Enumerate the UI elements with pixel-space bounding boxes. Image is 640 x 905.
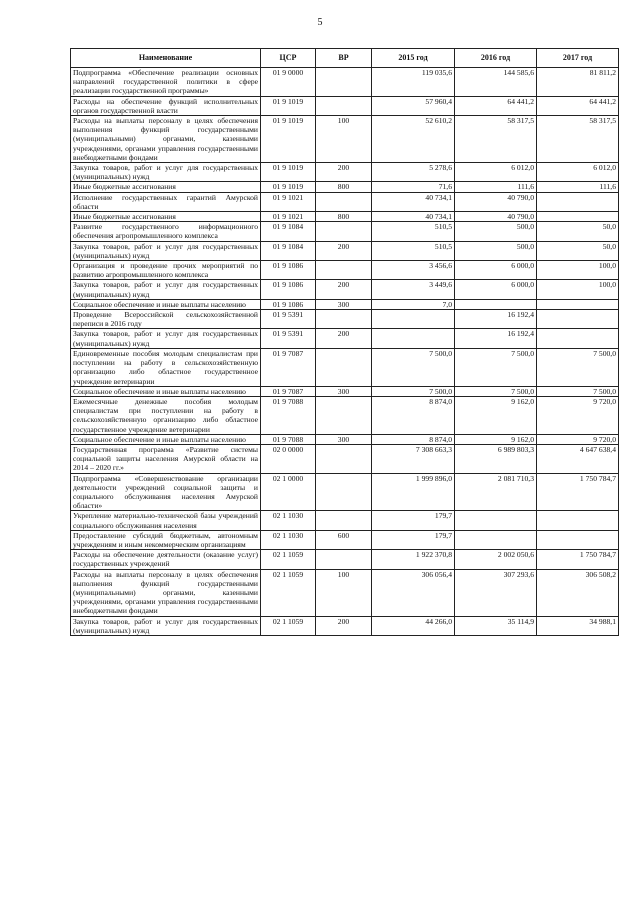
row-value-2015: 510,5 [372,241,455,260]
row-csr: 01 9 1019 [261,163,316,182]
table-row [71,310,619,329]
row-value-2016: 58 317,5 [455,116,537,163]
row-value-2016: 64 441,2 [455,96,537,115]
row-vr [316,310,372,329]
table-row [71,530,619,549]
row-value-2017 [537,299,619,309]
row-name: Закупка товаров, работ и услуг для государственных (муниципальных) нужд [71,616,261,635]
row-value-2016: 6 989 803,3 [455,444,537,473]
row-vr [316,444,372,473]
row-csr: 01 9 7087 [261,386,316,396]
header-2015: 2015 год [372,49,455,68]
row-vr: 100 [316,569,372,616]
row-vr: 800 [316,212,372,222]
row-value-2016 [455,511,537,530]
row-value-2016: 40 790,0 [455,192,537,211]
table-row [71,212,619,222]
row-value-2017: 34 988,1 [537,616,619,635]
table-row [71,182,619,192]
row-value-2016: 16 192,4 [455,310,537,329]
row-vr: 200 [316,163,372,182]
row-vr [316,68,372,97]
row-value-2017: 1 750 784,7 [537,550,619,569]
row-value-2015: 57 960,4 [372,96,455,115]
row-value-2017: 4 647 638,4 [537,444,619,473]
row-value-2017: 64 441,2 [537,96,619,115]
table-row [71,473,619,511]
table-row [71,116,619,163]
row-value-2016: 9 162,0 [455,396,537,434]
table-row [71,222,619,241]
row-value-2015: 179,7 [372,511,455,530]
table-row [71,163,619,182]
row-value-2016: 7 500,0 [455,386,537,396]
row-csr: 01 9 1019 [261,182,316,192]
row-value-2015: 5 278,6 [372,163,455,182]
row-value-2016: 9 162,0 [455,434,537,444]
header-2017: 2017 год [537,49,619,68]
row-value-2017: 81 811,2 [537,68,619,97]
row-vr [316,261,372,280]
row-csr: 01 9 1021 [261,212,316,222]
row-name: Расходы на обеспечение деятельности (оказание услуг) государственных учреждений [71,550,261,569]
row-vr: 300 [316,299,372,309]
row-vr: 300 [316,386,372,396]
row-value-2016: 2 002 050,6 [455,550,537,569]
table-row [71,261,619,280]
row-value-2016: 500,0 [455,222,537,241]
row-vr: 200 [316,280,372,299]
row-value-2017: 7 500,0 [537,348,619,386]
table-row [71,241,619,260]
table-row [71,569,619,616]
row-name: Социальное обеспечение и иные выплаты населению [71,434,261,444]
row-value-2017: 7 500,0 [537,386,619,396]
row-value-2017: 9 720,0 [537,434,619,444]
row-value-2015: 510,5 [372,222,455,241]
row-name: Организация и проведение прочих мероприятий по развитию агропромышленного комплекса [71,261,261,280]
row-value-2015: 8 874,0 [372,434,455,444]
row-value-2017: 1 750 784,7 [537,473,619,511]
row-value-2016: 2 081 710,3 [455,473,537,511]
row-value-2015 [372,329,455,348]
row-value-2017 [537,310,619,329]
row-value-2015: 1 922 370,8 [372,550,455,569]
row-name: Предоставление субсидий бюджетным, автономным учреждениям и иным некоммерческим организациям [71,530,261,549]
row-value-2016: 6 012,0 [455,163,537,182]
row-value-2017: 50,0 [537,222,619,241]
row-name: Закупка товаров, работ и услуг для государственных (муниципальных) нужд [71,241,261,260]
row-name: Укрепление материально-технической базы учреждений социального обслуживания населения [71,511,261,530]
row-name: Иные бюджетные ассигнования [71,182,261,192]
row-csr: 01 9 7088 [261,434,316,444]
row-csr: 02 1 0000 [261,473,316,511]
table-row [71,329,619,348]
header-vr: ВР [316,49,372,68]
row-value-2015: 52 610,2 [372,116,455,163]
table-row [71,348,619,386]
row-value-2017: 6 012,0 [537,163,619,182]
row-value-2016 [455,299,537,309]
row-vr: 300 [316,434,372,444]
row-csr: 01 9 0000 [261,68,316,97]
row-value-2016 [455,530,537,549]
row-value-2015 [372,310,455,329]
table-row [71,396,619,434]
row-value-2016: 144 585,6 [455,68,537,97]
row-value-2015: 119 035,6 [372,68,455,97]
row-name: Единовременные пособия молодым специалистам при поступлении на работу в сельскохозяйственную организацию либо областное государственное учреждение ветеринарии [71,348,261,386]
table-row [71,299,619,309]
row-name: Расходы на выплаты персоналу в целях обеспечения выполнения функций государственными (муниципальными) органами, казенными учреждениями, органами управления государственными внебюджетными фондами [71,116,261,163]
row-name: Проведение Всероссийской сельскохозяйственной переписи в 2016 году [71,310,261,329]
row-csr: 01 9 5391 [261,329,316,348]
row-csr: 01 9 1086 [261,280,316,299]
table-row [71,434,619,444]
row-vr: 200 [316,616,372,635]
header-name: Наименование [71,49,261,68]
row-name: Подпрограмма «Обеспечение реализации основных направлений государственной политики в сфере реализации государственной программы» [71,68,261,97]
budget-table [70,48,619,636]
table-row [71,616,619,635]
row-value-2017 [537,192,619,211]
row-vr [316,348,372,386]
row-value-2017: 50,0 [537,241,619,260]
row-vr [316,96,372,115]
row-value-2015: 3 456,6 [372,261,455,280]
row-name: Закупка товаров, работ и услуг для государственных (муниципальных) нужд [71,163,261,182]
row-value-2015: 1 999 896,0 [372,473,455,511]
row-name: Расходы на обеспечение функций исполнительных органов государственной власти [71,96,261,115]
row-csr: 02 1 1030 [261,530,316,549]
row-name: Государственная программа «Развитие системы социальной защиты населения Амурской области на 2014 – 2020 гг.» [71,444,261,473]
row-csr: 01 9 1019 [261,96,316,115]
row-value-2015: 7,0 [372,299,455,309]
row-value-2015: 71,6 [372,182,455,192]
table-row [71,280,619,299]
table-row [71,444,619,473]
row-csr: 01 9 1086 [261,261,316,280]
row-vr [316,192,372,211]
row-vr: 100 [316,116,372,163]
row-value-2016: 35 114,9 [455,616,537,635]
row-name: Развитие государственного информационного обеспечения агропромышленного комплекса [71,222,261,241]
row-csr: 02 0 0000 [261,444,316,473]
row-value-2015: 7 308 663,3 [372,444,455,473]
page-number: 5 [317,17,323,28]
header-2016: 2016 год [455,49,537,68]
row-value-2017 [537,511,619,530]
row-name: Исполнение государственных гарантий Амурской области [71,192,261,211]
row-value-2015: 40 734,1 [372,212,455,222]
row-value-2016: 6 000,0 [455,261,537,280]
row-name: Подпрограмма «Совершенствование организации деятельности учреждений социальной защиты и социального обслуживания населения Амурской области» [71,473,261,511]
row-name: Социальное обеспечение и иные выплаты населению [71,299,261,309]
row-vr [316,473,372,511]
row-value-2017: 100,0 [537,280,619,299]
row-value-2016: 16 192,4 [455,329,537,348]
row-csr: 01 9 1086 [261,299,316,309]
row-value-2016: 111,6 [455,182,537,192]
row-csr: 01 9 1084 [261,222,316,241]
row-csr: 02 1 1059 [261,569,316,616]
table-row [71,96,619,115]
row-vr [316,222,372,241]
row-value-2017 [537,329,619,348]
row-value-2016: 7 500,0 [455,348,537,386]
row-name: Закупка товаров, работ и услуг для государственных (муниципальных) нужд [71,280,261,299]
row-csr: 01 9 1084 [261,241,316,260]
row-value-2016: 500,0 [455,241,537,260]
row-value-2015: 7 500,0 [372,348,455,386]
row-value-2017: 111,6 [537,182,619,192]
row-name: Социальное обеспечение и иные выплаты населению [71,386,261,396]
table-row [71,386,619,396]
row-csr: 02 1 1030 [261,511,316,530]
table-row [71,192,619,211]
row-vr [316,550,372,569]
table-body [71,68,619,636]
row-name: Иные бюджетные ассигнования [71,212,261,222]
row-value-2017 [537,530,619,549]
row-csr: 01 9 7087 [261,348,316,386]
row-value-2015: 40 734,1 [372,192,455,211]
row-name: Расходы на выплаты персоналу в целях обеспечения выполнения функций государственными (муниципальными) органами, казенными учреждениями, органами управления государственными внебюджетными фондами [71,569,261,616]
row-value-2015: 8 874,0 [372,396,455,434]
row-value-2017: 100,0 [537,261,619,280]
table-row [71,68,619,97]
row-name: Закупка товаров, работ и услуг для государственных (муниципальных) нужд [71,329,261,348]
row-value-2017: 58 317,5 [537,116,619,163]
table-header-row [71,49,619,68]
row-vr [316,511,372,530]
row-value-2016: 40 790,0 [455,212,537,222]
row-name: Ежемесячные денежные пособия молодым специалистам при поступлении на работу в сельскохозяйственную организацию либо областное государственное учреждение ветеринарии [71,396,261,434]
row-vr: 800 [316,182,372,192]
row-value-2015: 44 266,0 [372,616,455,635]
row-csr: 02 1 1059 [261,550,316,569]
row-vr: 600 [316,530,372,549]
row-vr [316,396,372,434]
row-csr: 01 9 1019 [261,116,316,163]
table-row [71,550,619,569]
row-value-2015: 306 056,4 [372,569,455,616]
row-value-2015: 7 500,0 [372,386,455,396]
row-vr: 200 [316,241,372,260]
row-csr: 02 1 1059 [261,616,316,635]
row-value-2016: 6 000,0 [455,280,537,299]
row-vr: 200 [316,329,372,348]
row-csr: 01 9 1021 [261,192,316,211]
row-value-2017: 306 508,2 [537,569,619,616]
row-value-2017 [537,212,619,222]
row-csr: 01 9 7088 [261,396,316,434]
row-csr: 01 9 5391 [261,310,316,329]
row-value-2016: 307 293,6 [455,569,537,616]
row-value-2015: 179,7 [372,530,455,549]
header-csr: ЦСР [261,49,316,68]
table-row [71,511,619,530]
row-value-2015: 3 449,6 [372,280,455,299]
row-value-2017: 9 720,0 [537,396,619,434]
